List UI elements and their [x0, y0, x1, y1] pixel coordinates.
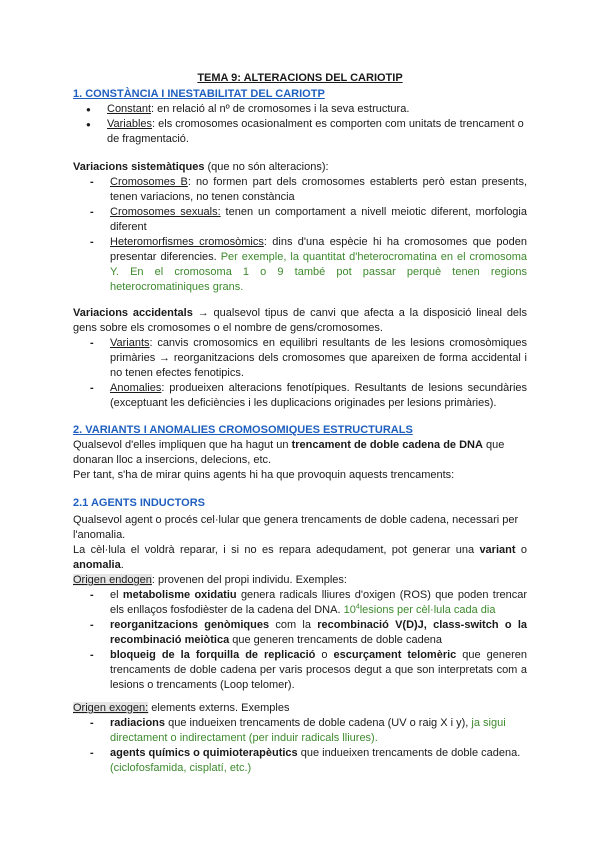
- section-2-paragraph: Qualsevol d'elles impliquen que ha hagut un trencament de doble cadena de DNA que donaran lloc a insercions, delecions, etc.: [73, 439, 505, 466]
- list-item: - radiacions que indueixen trencaments de doble cadena (UV o raig X i y), ja sigui directament o indirectament (per induir radicals lliures).: [73, 716, 527, 746]
- section-1: [73, 87, 527, 147]
- accidental-variations-title: Variacions accidentals → qualsevol tipus de canvi que afecta a la disposició lineal dels gens sobre els cromosomes o el nombre de gens/cromosomes.: [73, 307, 527, 334]
- section-2-1: [73, 496, 527, 693]
- list-item: - Variants: canvis cromosomics en equilibri resultants de les lesions cromosòmiques primàries → reorganitzacions dels cromosomes que apareixen de forma accidental i no tenen efectes fenotipics.: [73, 336, 527, 381]
- systematic-variations-title: Variacions sistemàtiques (que no són alteracions):: [73, 161, 329, 173]
- list-item: - el metabolisme oxidatiu genera radicals lliures d'oxigen (ROS) que poden trencar els enllaços fosfodièster de la cadena del DNA. $10^4lesions$ per cèl·lula cada dia: [73, 588, 527, 618]
- section-2: [73, 423, 527, 483]
- accidental-variations-list: [73, 336, 527, 411]
- section-2-1-paragraph: Qualsevol agent o procés cel·lular que genera trencaments de doble cadena, necessari per l'anomalia.: [73, 514, 519, 541]
- document-title: TEMA 9: ALTERACIONS DEL CARIOTIP: [197, 72, 403, 84]
- section-2-1-heading: 2.1 AGENTS INDUCTORS: [73, 497, 206, 509]
- systematic-variations: [73, 160, 527, 295]
- list-item: - Heteromorfismes cromosòmics: dins d'una espècie hi ha cromosomes que poden presentar diferencies. Per exemple, la quantitat d'heterocromatina en el cromosoma Y. En el cromosoma 1 o 9 també pot passar perquè tenen regions heterocromatiniques grans.: [73, 235, 527, 295]
- list-item: - Anomalies: produeixen alteracions fenotípiques. Resultants de lesions secundàries (exceptuant les deficiències i les duplicacions originades per lesions primàries).: [73, 381, 527, 411]
- section-1-heading: 1. CONSTÀNCIA I INESTABILITAT DEL CARIOTP: [73, 88, 325, 100]
- list-item: ● Variables: els cromosomes ocasionalment es comporten com unitats de trencament o de fragmentació.: [73, 117, 527, 147]
- exogenous-list: [73, 716, 527, 776]
- list-item: ● Constant: en relació al nº de cromosomes i la seva estructura.: [73, 102, 527, 117]
- systematic-variations-list: [73, 175, 527, 295]
- list-item: - agents químics o quimioterapèutics que indueixen trencaments de doble cadena. (ciclofosfamida, cisplatí, etc.): [73, 746, 527, 776]
- section-2-heading: 2. VARIANTS I ANOMALIES CROMOSOMIQUES ESTRUCTURALS: [73, 424, 413, 436]
- endogenous-list: [73, 588, 527, 693]
- list-item: - Cromosomes B: no formen part dels cromosomes establerts però estan presents, tenen variacions, no tenen constància: [73, 175, 527, 205]
- endogenous-origin: Origen endogen: provenen del propi individu. Exemples:: [73, 574, 347, 586]
- exogenous-origin-block: [73, 701, 527, 776]
- section-2-1-paragraph: La cèl·lula el voldrà reparar, i si no es repara adequdament, pot generar una variant o anomalia.: [73, 544, 527, 571]
- accidental-variations: [73, 306, 527, 411]
- list-item: - Cromosomes sexuals: tenen un comportament a nivell meiotic diferent, morfologia diferent: [73, 205, 527, 235]
- section-1-bullets: [73, 102, 527, 147]
- list-item: - reorganitzacions genòmiques com la recombinació V(D)J, class-switch o la recombinació meiòtica que generen trencaments de doble cadena: [73, 618, 527, 648]
- section-2-paragraph: Per tant, s'ha de mirar quins agents hi ha que provoquin aquests trencaments:: [73, 469, 455, 481]
- list-item: - bloqueig de la forquilla de replicació o escurçament telomèric que generen trencaments de doble cadena per varis procesos degut a que son interpretats com a lesions o trencaments (Loop telomer).: [73, 648, 527, 693]
- exogenous-origin: Origen exogen: elements externs. Exemples: [73, 702, 290, 714]
